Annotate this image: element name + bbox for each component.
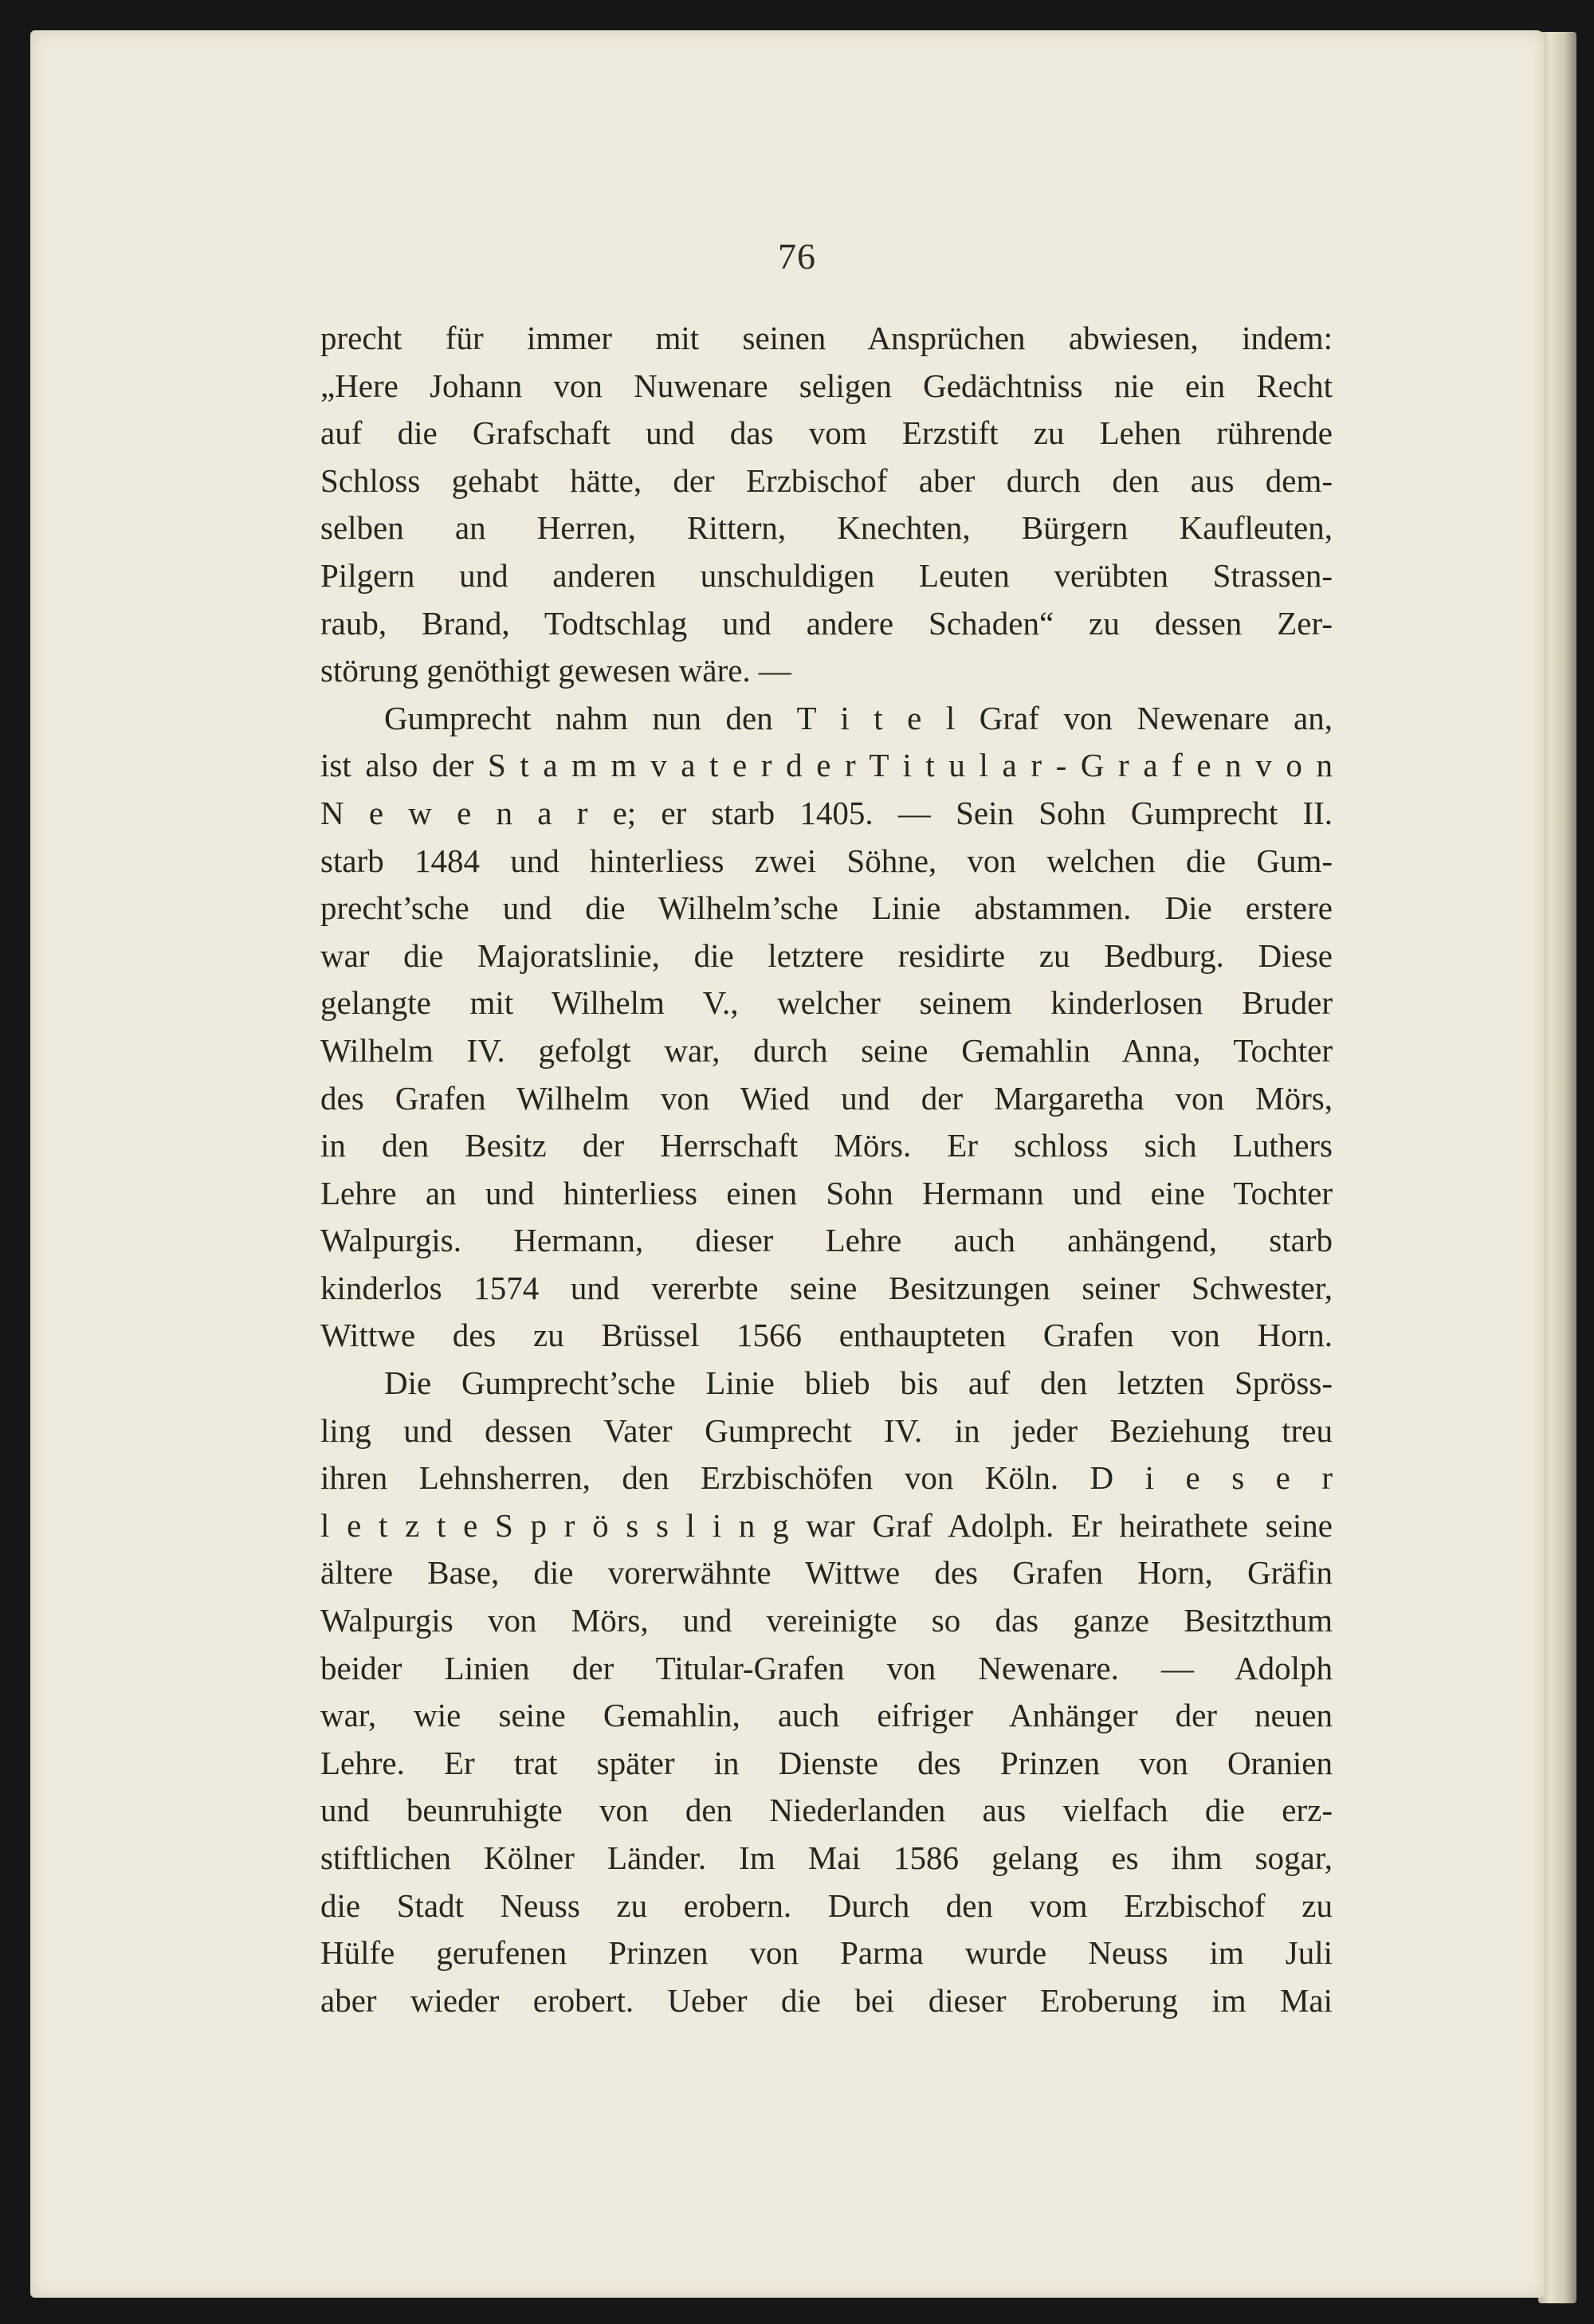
page-number: 76	[778, 236, 816, 277]
text-line: N e w e n a r e; er starb 1405. — Sein Sohn Gumprecht II.	[320, 794, 1333, 831]
text-line: stiftlichen Kölner Länder. Im Mai 1586 gelang es ihm sogar,	[320, 1839, 1333, 1876]
text-line: selben an Herren, Rittern, Knechten, Bürgern Kaufleuten,	[320, 509, 1333, 547]
text-line: Wilhelm IV. gefolgt war, durch seine Gemahlin Anna, Tochter	[320, 1031, 1333, 1069]
text-line: Lehre an und hinterliess einen Sohn Hermann und eine Tochter	[320, 1174, 1333, 1211]
text-line: Lehre. Er trat später in Dienste des Prinzen von Oranien	[320, 1744, 1333, 1781]
text-line: war die Majoratslinie, die letztere residirte zu Bedburg. Diese	[320, 936, 1333, 974]
text-line: gelangte mit Wilhelm V., welcher seinem kinderlosen Bruder	[320, 984, 1333, 1022]
text-line: in den Besitz der Herrschaft Mörs. Er schloss sich Luthers	[320, 1127, 1333, 1164]
text-line: beider Linien der Titular-Grafen von Newenare. — Adolph	[320, 1649, 1333, 1686]
text-line: Pilgern und anderen unschuldigen Leuten verübten Strassen-	[320, 556, 1333, 594]
text-line: und beunruhigte von den Niederlanden aus vielfach die erz-	[320, 1792, 1333, 1829]
text-line: raub, Brand, Todtschlag und andere Schaden“ zu dessen Zer-	[320, 604, 1333, 642]
text-line: Gumprecht nahm nun den T i t e l Graf von Newenare an,	[384, 699, 1333, 736]
text-line: ling und dessen Vater Gumprecht IV. in jeder Beziehung treu	[320, 1411, 1333, 1449]
text-line: ihren Lehnsherren, den Erzbischöfen von Köln. D i e s e r	[320, 1459, 1333, 1497]
text-line: war, wie seine Gemahlin, auch eifriger Anhänger der neuen	[320, 1697, 1333, 1734]
text-line: aber wieder erobert. Ueber die bei dieser Eroberung im Mai	[320, 1981, 1333, 2019]
text-line: Schloss gehabt hätte, der Erzbischof aber durch den aus dem-	[320, 461, 1333, 499]
text-line: auf die Grafschaft und das vom Erzstift zu Lehen rührende	[320, 414, 1333, 452]
text-line: ist also der S t a m m v a t e r d e r T i t u l a r - G r a f e n v o n	[320, 747, 1333, 784]
text-line: kinderlos 1574 und vererbte seine Besitzungen seiner Schwester,	[320, 1269, 1333, 1306]
text-line: die Stadt Neuss zu erobern. Durch den vom Erzbischof zu	[320, 1886, 1333, 1924]
text-line: störung genöthigt gewesen wäre. —	[320, 652, 791, 689]
text-line: l e t z t e S p r ö s s l i n g war Graf Adolph. Er heirathete seine	[320, 1506, 1333, 1544]
text-line: precht für immer mit seinen Ansprüchen abwiesen, indem:	[320, 320, 1333, 356]
text-line: Die Gumprecht’sche Linie blieb bis auf den letzten Spröss-	[384, 1364, 1333, 1402]
text-line: Walpurgis. Hermann, dieser Lehre auch anhängend, starb	[320, 1222, 1333, 1259]
text-line: Hülfe gerufenen Prinzen von Parma wurde Neuss im Juli	[320, 1934, 1333, 1972]
text-line: starb 1484 und hinterliess zwei Söhne, von welchen die Gum-	[320, 842, 1333, 879]
text-line: des Grafen Wilhelm von Wied und der Margaretha von Mörs,	[320, 1079, 1333, 1117]
text-line: ältere Base, die vorerwähnte Wittwe des Grafen Horn, Gräfin	[320, 1554, 1333, 1592]
text-line: „Here Johann von Nuwenare seligen Gedächtniss nie ein Recht	[320, 367, 1333, 404]
text-line: Wittwe des zu Brüssel 1566 enthaupteten Grafen von Horn.	[320, 1317, 1333, 1354]
text-line: Walpurgis von Mörs, und vereinigte so das ganze Besitzthum	[320, 1602, 1333, 1639]
body-text	[320, 315, 1333, 2024]
text-line: precht’sche und die Wilhelm’sche Linie abstammen. Die erstere	[320, 889, 1333, 927]
